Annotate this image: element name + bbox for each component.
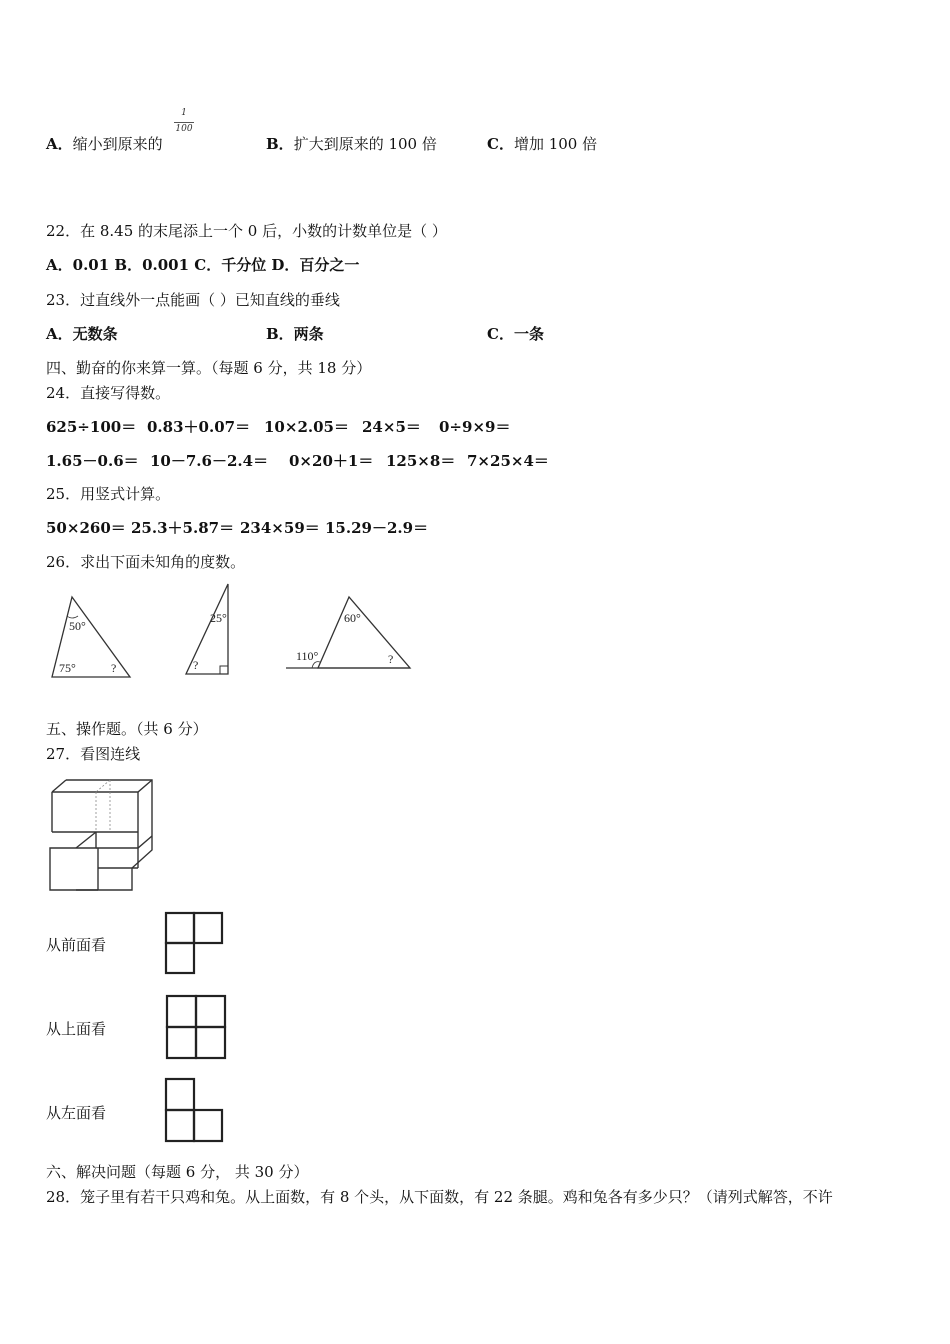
triangle-3-exterior-angle: 110°: [296, 649, 319, 663]
triangle-3-shape: [318, 597, 410, 668]
view-label-front: 从前面看: [46, 936, 107, 954]
q24-expr: 125×8＝: [386, 452, 456, 470]
q28-stem: 28．笼子里有若干只鸡和兔。从上面数，有 8 个头，从下面数，有 22 条腿。鸡和兔各有多少只？（请列式解答，不许: [46, 1188, 833, 1206]
q26-stem: 26．求出下面未知角的度数。: [46, 553, 246, 571]
triangle-1-left-angle: 75°: [59, 661, 76, 675]
section5-title: 五、操作题。（共 6 分）: [46, 720, 208, 738]
q24-stem: 24．直接写得数。: [46, 384, 171, 402]
q23-option-a[interactable]: A．无数条: [46, 325, 118, 343]
q24-expr: 7×25×4＝: [467, 452, 549, 470]
cube-stack-hidden-lines: [96, 780, 110, 832]
front-view-shape[interactable]: [164, 911, 226, 977]
view-label-top: 从上面看: [46, 1020, 107, 1038]
triangle-1-top-arc: [67, 616, 78, 618]
fraction-denominator: 100: [175, 124, 193, 134]
q21-option-c[interactable]: [487, 134, 597, 154]
q24-expr: 10－7.6－2.4＝: [150, 452, 269, 470]
q21-option-b-label: B．: [266, 135, 294, 153]
triangle-3-right-angle: ?: [388, 652, 394, 666]
q24-expr: 10×2.05＝: [264, 418, 349, 436]
section6-title: 六、解决问题（每题 6 分， 共 30 分）: [46, 1163, 309, 1181]
q24-expr: 0÷9×9＝: [439, 418, 511, 436]
triangle-2-diagram: [180, 580, 240, 684]
section4-title: 四、勤奋的你来算一算。（每题 6 分，共 18 分）: [46, 359, 372, 377]
q25-expr: 15.29－2.9＝: [325, 519, 429, 537]
q25-expr: 234×59＝: [240, 519, 320, 537]
q21-option-a[interactable]: [46, 134, 163, 154]
q24-expr: 1.65－0.6＝: [46, 452, 139, 470]
q22-options[interactable]: A．0.01 B．0.001 C．千分位 D．百分之一: [46, 256, 360, 274]
triangle-3-top-angle: 60°: [344, 611, 361, 625]
q23-stem: 23．过直线外一点能画（ ）已知直线的垂线: [46, 291, 340, 309]
q21-option-b-text: 扩大到原来的 100 倍: [293, 135, 437, 153]
left-view-shape[interactable]: [164, 1077, 226, 1145]
triangle-1-top-angle: 50°: [69, 619, 86, 633]
q25-stem: 25．用竖式计算。: [46, 485, 171, 503]
q21-option-c-text: 增加 100 倍: [513, 135, 598, 153]
q27-stem: 27．看图连线: [46, 745, 141, 763]
cube-stack-lines: [50, 780, 152, 890]
q21-option-b[interactable]: [266, 134, 437, 154]
q25-expr: 25.3＋5.87＝: [131, 519, 235, 537]
fraction-bar: [174, 122, 194, 123]
triangle-2-bottom-angle: ?: [193, 658, 199, 672]
top-view-shape[interactable]: [164, 993, 230, 1063]
q21-option-c-label: C．: [487, 135, 514, 153]
q23-option-c[interactable]: C．一条: [487, 325, 544, 343]
triangle-2-top-angle: 25°: [210, 611, 227, 625]
q23-option-b[interactable]: B．两条: [266, 325, 324, 343]
q21-option-a-label: A．: [46, 135, 73, 153]
right-angle-marker: [220, 666, 228, 674]
q24-expr: 24×5＝: [362, 418, 421, 436]
view-label-left: 从左面看: [46, 1104, 107, 1122]
cube-stack-figure: [46, 778, 158, 894]
triangle-3-diagram: [286, 592, 416, 676]
triangle-1-right-angle: ?: [111, 661, 117, 675]
triangle-1-diagram: [48, 592, 138, 684]
q24-expr: 625÷100＝: [46, 418, 137, 436]
q21-option-a-text: 缩小到原来的: [72, 135, 163, 153]
fraction-numerator: 1: [181, 108, 187, 118]
q25-expr: 50×260＝: [46, 519, 126, 537]
q22-stem: 22．在 8.45 的末尾添上一个 0 后，小数的计数单位是（ ）: [46, 222, 447, 240]
q24-expr: 0.83＋0.07＝: [147, 418, 251, 436]
q24-expr: 0×20＋1＝: [289, 452, 374, 470]
